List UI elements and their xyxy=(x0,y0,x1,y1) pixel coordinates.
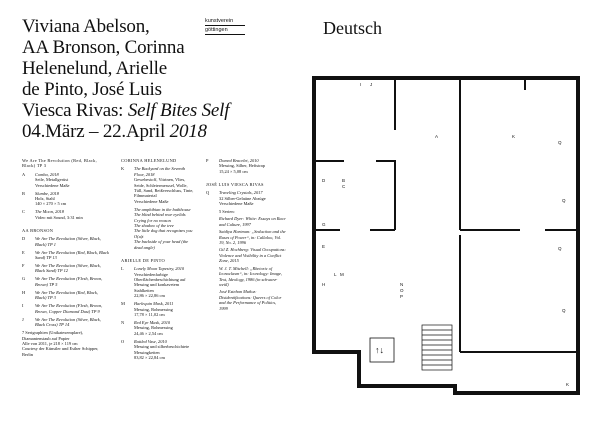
sub-work: The shadow of the tree xyxy=(134,223,174,229)
plan-label: Q xyxy=(562,198,566,203)
work-title: We Are The Revolution (Red, Black, Black Sand) TP 13 xyxy=(35,249,109,261)
work-entry xyxy=(121,266,195,298)
series-item: W. J. T. Mitchell: „Rhetoric of Iconoclasm“, in: Iconology: Image, Text, Ideology, 1986 (in schwarz-weiß) xyxy=(219,265,283,287)
work-letter: O xyxy=(121,338,125,344)
plan-label: A xyxy=(435,134,439,139)
work-size: 83,82 × 22,84 cm xyxy=(134,354,165,360)
work-title: Traveling Crystals, 2017 xyxy=(219,190,263,196)
work-title: We Are The Revolution (Silver, Black, Black) TP 1 xyxy=(35,236,101,247)
work-entry xyxy=(121,339,195,361)
work-entry xyxy=(22,263,110,274)
artist-heading: ARIELLE DE PINTO xyxy=(121,257,165,263)
logo-line-2: göttingen xyxy=(205,27,228,33)
sub-work: The blind behind rear eyelids xyxy=(134,212,186,218)
plan-label: C xyxy=(342,184,346,189)
work-material: Messing, Silber, Heftstrap xyxy=(219,163,265,169)
dates-text: 04.März – 22.April xyxy=(22,121,170,142)
work-letter: E xyxy=(22,249,25,255)
title-line xyxy=(22,100,322,121)
work-material: Seile, Metallgerüst xyxy=(35,177,69,183)
series-item: Richard Dyer: White: Essays on Race and Culture, 1997 xyxy=(219,216,286,227)
work-letter: J xyxy=(22,316,24,322)
title-line: Viviana Abelson, xyxy=(22,16,150,37)
work-size: Verschiedene Maße xyxy=(134,198,169,204)
work-letter: N xyxy=(121,319,125,325)
plan-label: E xyxy=(322,244,326,249)
floor-plan xyxy=(300,70,590,400)
artist-heading: JOSÉ LUIS VIESCA RIVAS xyxy=(206,181,264,187)
work-title: Slumbe, 2018 xyxy=(35,190,59,196)
plan-label: J xyxy=(370,82,373,87)
work-title: Rattled Vase, 2010 xyxy=(134,338,167,344)
works-column-3 xyxy=(206,158,286,314)
work-title: We Are The Revolution (Silver, Black, Black Sand) TP 12 xyxy=(35,263,101,274)
work-size: 140 × 270 × 5 cm xyxy=(35,201,67,207)
work-material: Messing, Rohmessing xyxy=(134,306,173,312)
plan-label: B xyxy=(342,178,346,183)
artist-heading: CORINNA HELENELUND xyxy=(121,158,177,163)
language-label: Deutsch xyxy=(323,18,382,38)
title-line: Helenelund, Arielle xyxy=(22,58,167,79)
sub-work: The backside of your head (the dead angle) xyxy=(134,239,189,250)
work-letter: F xyxy=(22,263,25,269)
work-entry xyxy=(206,158,286,174)
title-line: de Pinto, José Luis xyxy=(22,79,162,100)
work-size: 22,86 × 22,86 cm xyxy=(134,293,165,299)
plan-label: L xyxy=(334,272,337,277)
work-letter: K xyxy=(121,166,125,172)
work-letter: B xyxy=(22,190,25,196)
plan-label: P xyxy=(400,294,404,299)
work-entry xyxy=(206,190,286,206)
work-size: 24,46 × 2,54 cm xyxy=(134,330,163,336)
work-letter: Q xyxy=(206,190,210,196)
work-size: Verschiedene Maße xyxy=(35,182,70,188)
work-title: Comba, 2018 xyxy=(35,171,59,177)
work-title: Red Eye Mask, 2010 xyxy=(134,319,171,325)
work-letter: P xyxy=(206,158,209,163)
work-entry xyxy=(22,317,110,328)
series-item: Saidiya Hartman: „Seduction and the Ruses of Power“, in: Callaloo, Vol. 19, No. 2, 1996 xyxy=(219,229,286,246)
works-column-2 xyxy=(121,158,195,363)
work-material: Verschiedenfarbige Oberflächenbeschichtung auf Messing und konkavetem Stahlketten xyxy=(134,271,186,293)
logo-divider xyxy=(205,25,245,26)
work-entry xyxy=(22,172,110,188)
series-note: 7 Serigraphien (Unikatexemplare), Diamantenstaub auf Papier xyxy=(22,330,84,341)
work-material: Messing, Rohmessing xyxy=(134,325,173,331)
work-size: 17,78 × 11,02 cm xyxy=(134,311,165,317)
logo-divider xyxy=(205,34,245,35)
plan-label: K xyxy=(566,382,570,387)
series-note: Alle von 2011, je 218 × 119 cm xyxy=(22,340,78,346)
work-entry xyxy=(121,301,195,317)
series-item: Gil Z. Hochberg: Visual Occupations: Violence and Visibility in a Conflict Zone, 2015 xyxy=(219,247,286,264)
work-material: Messing und silberbeschichtete Messingketten xyxy=(134,344,190,355)
elevator-arrows: ↑↓ xyxy=(375,345,384,355)
dates-year: 2018 xyxy=(169,121,207,142)
stairs xyxy=(422,325,452,370)
work-entry xyxy=(22,236,110,247)
plan-label: Q xyxy=(558,140,562,145)
work-material: Gewebestoff, Vitrinen, Vlies, Seide, Schleiermesssel, Wolle, Tüll, Sand, Reißverschluss, Tinte, Filmmaterial xyxy=(134,177,194,199)
plan-label: G xyxy=(322,222,326,227)
work-size: Verschiedene Maße xyxy=(219,201,254,207)
plan-label: K xyxy=(512,134,516,139)
plan-label: O xyxy=(400,288,404,293)
work-entry xyxy=(22,303,110,314)
work-material: 32 Silber-Gelatine Abzüge xyxy=(219,195,266,201)
sub-work: The amphibian in the bathhouse xyxy=(134,206,191,212)
plan-label: H xyxy=(322,282,326,287)
work-title: We Are The Revolution (Flesh, Brown, Brown) TP 5 xyxy=(35,276,103,287)
work-entry xyxy=(22,290,110,301)
artist-heading: AA BRONSON xyxy=(22,227,54,233)
plan-label: D xyxy=(322,178,326,183)
title-italic: Self Bites Self xyxy=(127,100,230,121)
sub-work: The little dog that recognizes you xyxy=(134,228,193,234)
outer-wall xyxy=(314,78,578,393)
title-text: Viesca Rivas: xyxy=(22,100,128,121)
plan-label: M xyxy=(340,272,344,277)
plan-label: I xyxy=(360,82,362,87)
courtesy-note: Courtesy der Künstler und Esther Schipper, Berlin xyxy=(22,346,99,357)
wall xyxy=(376,161,395,230)
work-title: The Moon, 2018 xyxy=(35,209,64,215)
work-title: Domed Bracelet, 2010 xyxy=(219,158,259,163)
series-list xyxy=(206,209,286,311)
work-entry xyxy=(121,166,195,204)
plan-label: Q xyxy=(558,246,562,251)
work-title: We Are The Revolution (Flesh, Brown, Brown, Copper Diamond Dust) TP 9 xyxy=(35,303,103,314)
series-item: José Esteban Muñoz: Disidentifications: Queers of Color and the Performance of Politics, 1999 xyxy=(219,289,282,311)
work-letter: D xyxy=(22,236,26,242)
work-title: The Backyard on the Seventh Floor, 2018 xyxy=(134,166,186,177)
sub-works xyxy=(121,207,195,250)
logo-line-1: kunstverein xyxy=(205,18,234,24)
work-title: Harlequin Mask, 2011 xyxy=(134,301,174,307)
work-letter: G xyxy=(22,276,26,282)
work-entry xyxy=(22,191,110,207)
sub-work: O(u)t xyxy=(134,233,144,239)
work-title: Lonely Moon Tapestry, 2010 xyxy=(134,266,185,272)
work-letter: A xyxy=(22,171,26,177)
title-line: AA Bronson, Corinna xyxy=(22,37,185,58)
sub-work: Crying for no reason xyxy=(134,217,171,223)
work-material: Video mit Sound, 3:31 min xyxy=(35,214,83,220)
plan-label: Q xyxy=(562,308,566,313)
work-title: We Are The Revolution (Silver, Black, Black Cross) TP 14 xyxy=(35,316,101,328)
work-entry xyxy=(121,320,195,336)
work-material: Holz, Stahl xyxy=(35,196,55,202)
work-entry xyxy=(22,250,110,261)
work-entry xyxy=(22,209,110,220)
kunstverein-logo xyxy=(205,18,265,36)
work-title: We Are The Revolution (Red, Black, Black) TP 3 xyxy=(35,289,98,301)
exhibition-dates xyxy=(22,121,322,142)
work-size: 15,24 × 5,08 cm xyxy=(219,168,248,174)
artist-heading: We Are The Revolution (Red, Black, Black) TP 3 xyxy=(22,158,97,169)
plan-label: N xyxy=(400,282,404,287)
work-letter: H xyxy=(22,289,26,295)
work-entry xyxy=(22,276,110,287)
work-letter: M xyxy=(121,301,125,307)
exhibition-title xyxy=(22,16,322,142)
works-column-1 xyxy=(22,158,110,357)
series-heading: 5 Serien: xyxy=(219,209,235,215)
work-letter: I xyxy=(22,303,24,309)
work-letter: C xyxy=(22,209,25,215)
work-letter: L xyxy=(121,266,124,272)
